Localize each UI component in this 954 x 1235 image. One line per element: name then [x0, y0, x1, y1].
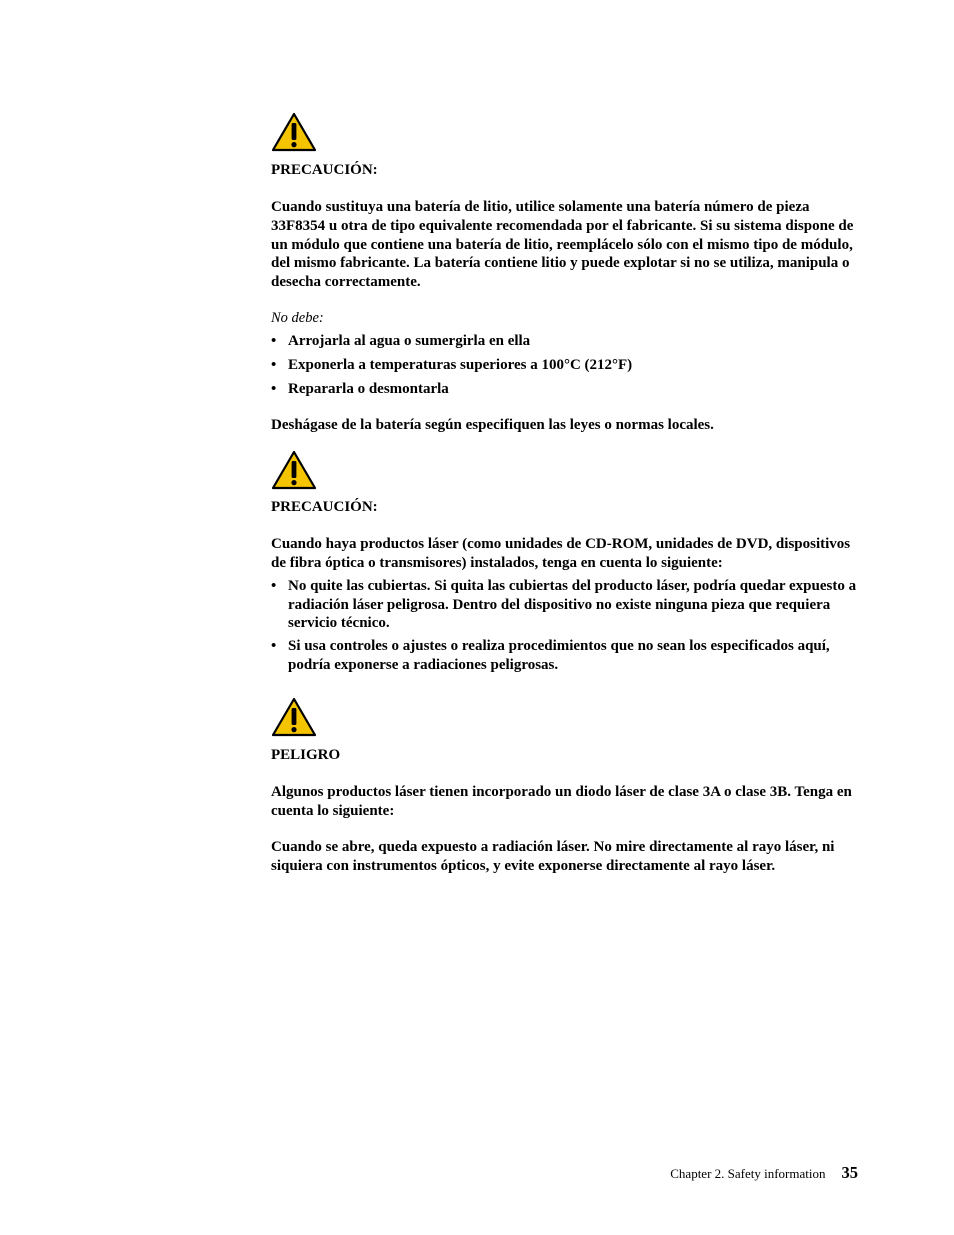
list-item: • No quite las cubiertas. Si quita las cubiertas del producto láser, podría quedar expuesto a radiación láser peligrosa. Dentro del dispositivo no existe ninguna pieza que requiera servicio técnico.	[271, 577, 857, 632]
list-item: • Repararla o desmontarla	[271, 380, 449, 397]
battery-prohibitions-list	[271, 332, 861, 398]
laser-caution-text: Cuando haya productos láser (como unidades de CD-ROM, unidades de DVD, dispositivos de fibra óptica o transmisores) instalados, tenga en cuenta lo siguiente:	[271, 536, 851, 571]
warning-triangle-icon	[271, 450, 317, 490]
battery-caution-text: Cuando sustituya una batería de litio, utilice solamente una batería número de pieza 33F8354 u otra de tipo equivalente recomendada por el fabricante. Si su sistema dispone de un módulo que contiene una batería de litio, reemplácelo sólo con el mismo tipo de módulo, del mismo fabricante. La batería contiene litio y puede explotar si no se utiliza, manipula o desecha correctamente.	[271, 199, 854, 291]
laser-class-text: Algunos productos láser tienen incorporado un diodo láser de clase 3A o clase 3B. Tenga en cuenta lo siguiente:	[271, 783, 852, 819]
list-item: • Exponerla a temperaturas superiores a 100°C (212°F)	[271, 356, 633, 373]
list-item: • Si usa controles o ajustes o realiza procedimientos que no sean los especificados aquí, podría exponerse a radiaciones peligrosas.	[271, 638, 830, 673]
laser-exposure-text: Cuando se abre, queda expuesto a radiación láser. No mire directamente al rayo láser, ni siquiera con instrumentos ópticos, y evite exponerse directamente al rayo láser.	[271, 839, 835, 875]
danger-label: PELIGRO	[271, 746, 341, 763]
caution-label: PRECAUCIÓN:	[271, 499, 378, 516]
page-content	[271, 112, 861, 876]
page-footer	[670, 1163, 858, 1183]
disposal-text: Deshágase de la batería según especifiquen las leyes o normas locales.	[271, 417, 714, 434]
list-item: • Arrojarla al agua o sumergirla en ella	[271, 332, 531, 349]
caution-label: PRECAUCIÓN:	[271, 162, 378, 178]
page-number: 35	[841, 1163, 858, 1182]
warning-triangle-icon	[271, 697, 317, 737]
chapter-title: Chapter 2. Safety information	[670, 1166, 826, 1181]
warning-triangle-icon	[271, 112, 317, 152]
no-debe-label: No debe:	[271, 309, 324, 326]
laser-precautions-list	[271, 577, 861, 675]
